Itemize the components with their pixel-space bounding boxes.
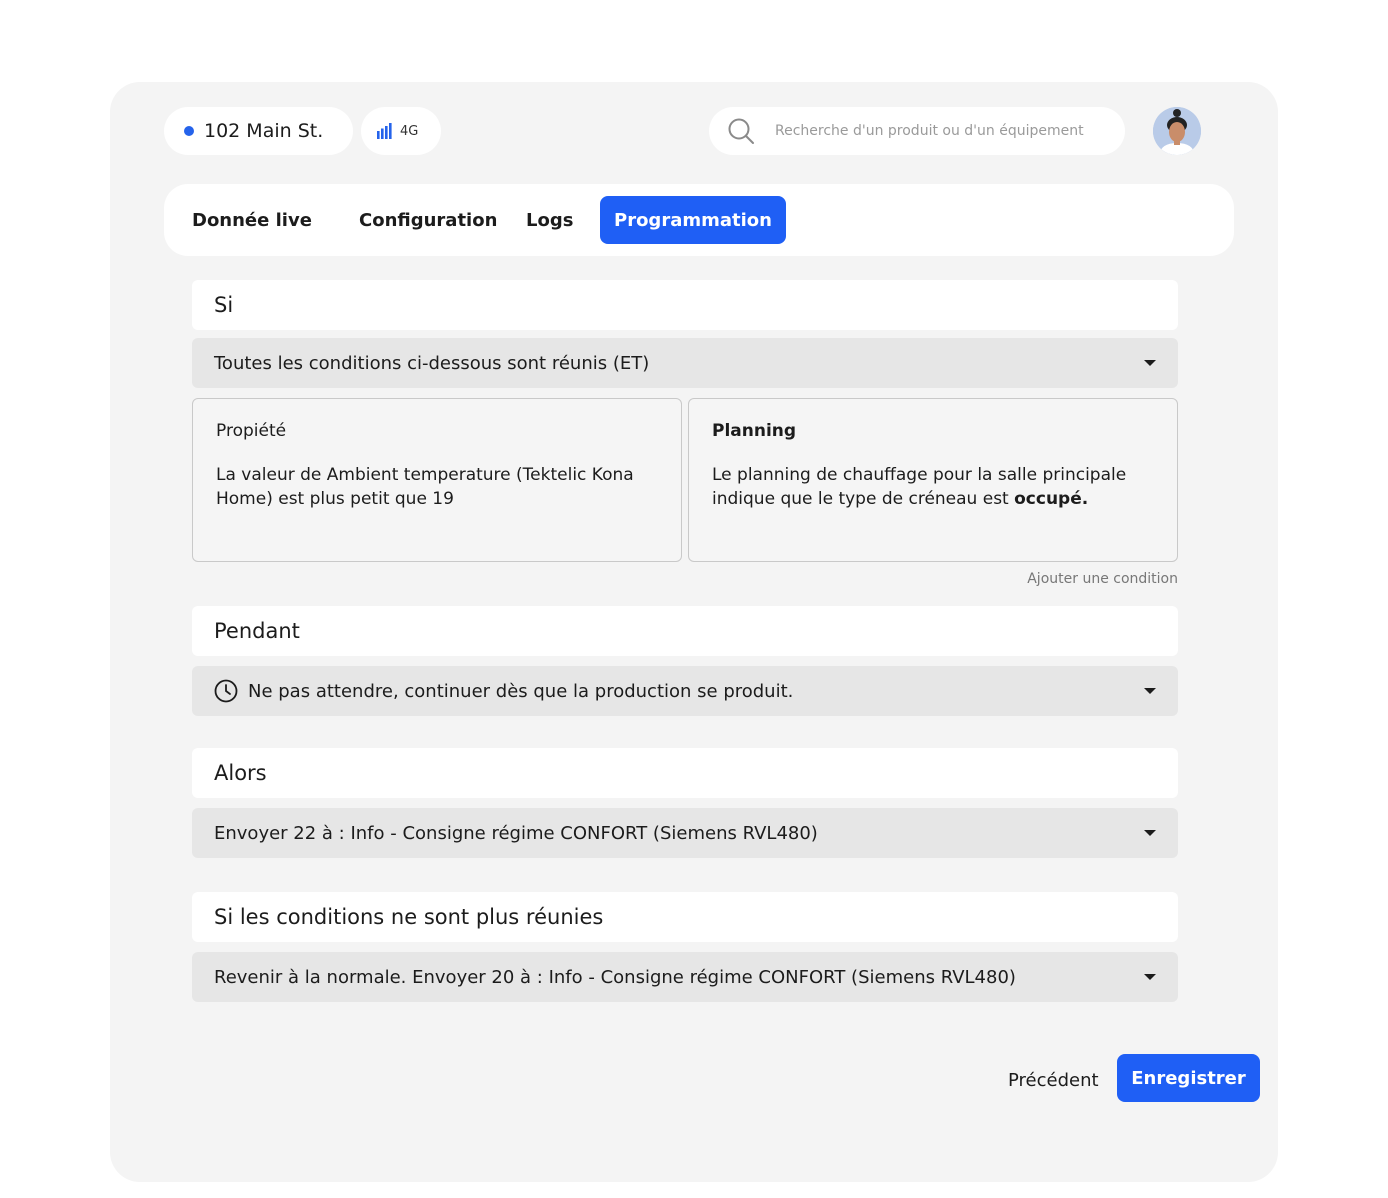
condition-card-body-emphasis: occupé.: [1014, 489, 1089, 509]
alors-select[interactable]: [192, 808, 1178, 858]
chevron-down-icon: [1144, 974, 1156, 980]
condition-card-title: Planning: [712, 421, 797, 441]
condition-card-title: Propiété: [216, 421, 287, 441]
tab-logs[interactable]: Logs: [526, 209, 574, 231]
tab-configuration[interactable]: Configuration: [359, 209, 498, 231]
section-sinon-title: Si les conditions ne sont plus réunies: [214, 905, 604, 929]
tab-live-data[interactable]: Donnée live: [192, 209, 312, 231]
save-button[interactable]: Enregistrer: [1117, 1054, 1260, 1102]
section-si-header: [192, 280, 1178, 330]
condition-card-planning[interactable]: [688, 398, 1178, 562]
signal-bars-icon: [376, 122, 394, 140]
search-icon: [727, 117, 755, 145]
chevron-down-icon: [1144, 688, 1156, 694]
condition-card-body-text: Le planning de chauffage pour la salle principale indique que le type de créneau est: [712, 465, 1127, 509]
search-input[interactable]: [709, 107, 1125, 155]
condition-mode-value: Toutes les conditions ci-dessous sont réunis (ET): [214, 352, 650, 374]
clock-icon: [214, 679, 238, 703]
pendant-select[interactable]: [192, 666, 1178, 716]
chevron-down-icon: [1144, 830, 1156, 836]
location-label: 102 Main St.: [204, 120, 324, 142]
section-sinon-header: [192, 892, 1178, 942]
search-placeholder: Recherche d'un produit ou d'un équipement: [775, 123, 1084, 139]
user-avatar-icon: [1153, 107, 1201, 155]
status-dot-icon: [184, 126, 194, 136]
network-pill: [361, 107, 441, 155]
add-condition-link[interactable]: Ajouter une condition: [1027, 571, 1178, 587]
section-alors-header: [192, 748, 1178, 798]
pendant-value: Ne pas attendre, continuer dès que la production se produit.: [248, 680, 794, 702]
condition-card-property[interactable]: [192, 398, 682, 562]
alors-value: Envoyer 22 à : Info - Consigne régime CONFORT (Siemens RVL480): [214, 822, 818, 844]
section-alors-title: Alors: [214, 761, 267, 785]
chevron-down-icon: [1144, 360, 1156, 366]
section-si-title: Si: [214, 293, 234, 317]
network-label: 4G: [400, 123, 419, 139]
sinon-value: Revenir à la normale. Envoyer 20 à : Info - Consigne régime CONFORT (Siemens RVL480): [214, 966, 1016, 988]
tab-programmation[interactable]: Programmation: [600, 196, 786, 244]
tab-bar: [164, 184, 1234, 256]
section-pendant-header: [192, 606, 1178, 656]
previous-button[interactable]: Précédent: [1008, 1070, 1099, 1091]
avatar[interactable]: [1153, 107, 1201, 155]
condition-mode-select[interactable]: [192, 338, 1178, 388]
condition-card-body: La valeur de Ambient temperature (Tektelic Kona Home) est plus petit que 19: [216, 465, 634, 509]
section-pendant-title: Pendant: [214, 619, 300, 643]
location-pill[interactable]: [164, 107, 353, 155]
sinon-select[interactable]: [192, 952, 1178, 1002]
condition-card-body: [712, 463, 1154, 511]
